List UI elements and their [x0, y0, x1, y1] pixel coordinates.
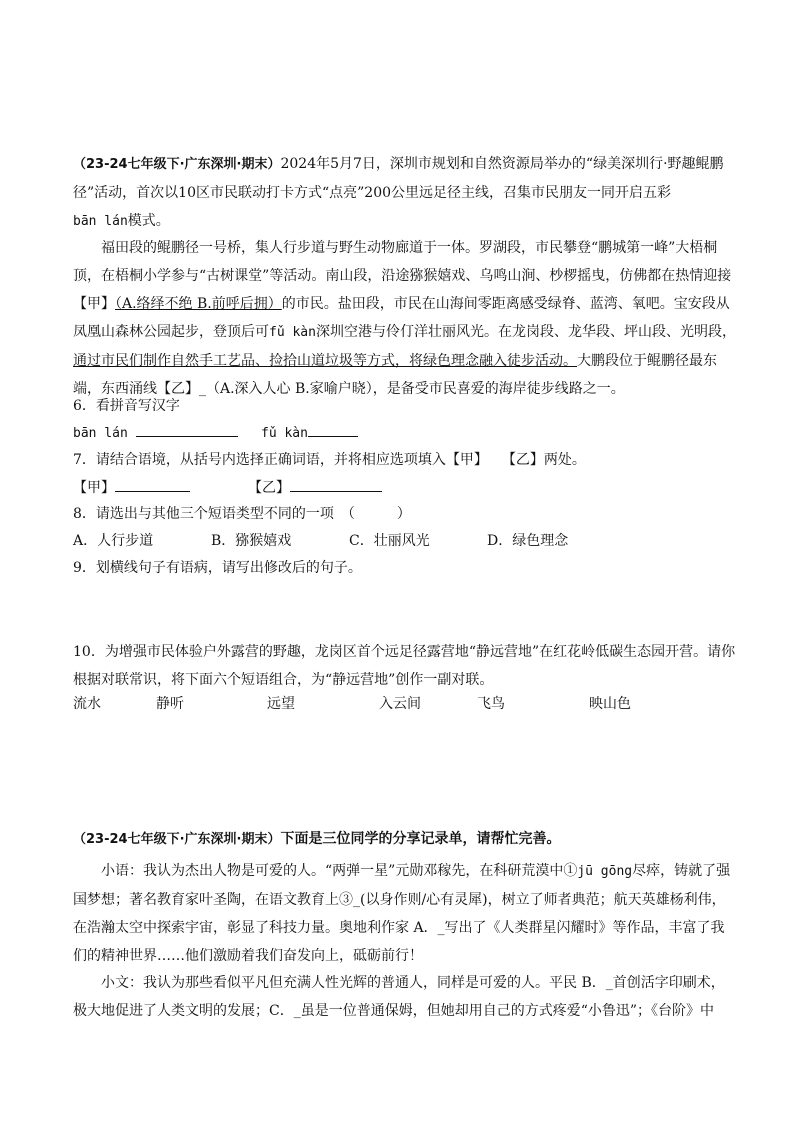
q8-option-d[interactable]: D．绿色理念: [487, 533, 569, 549]
passage1-intro: [73, 150, 738, 236]
pinyin-banlan: bān lán: [73, 214, 128, 229]
q7-jia-label: 【甲】: [73, 480, 115, 496]
q6-blank2[interactable]: [308, 422, 358, 437]
q8-option-b[interactable]: B．猕猴嬉戏: [211, 533, 292, 549]
q7-jia: [73, 476, 190, 500]
intro-text: 2024年5月7日，深圳市规划和自然资源局举办的“绿美深圳行·野趣鲲鹏径”活动，首次以10区市民联动打卡方式“点亮”200公里远足径主线，召集市民朋友一同开启五彩: [73, 156, 724, 201]
passage2-xiaowen: 小文：我认为那些看似平凡但充满人性光辉的普通人，同样是可爱的人。平民 B．_首创活字印刷术，极大地促进了人类文明的发展；C．_虽是一位普通保姆，但她却用自己的方式疼爱“小鲁迅”；《台阶》中: [73, 975, 725, 1019]
body-text-d: 大鹏段位于鲲鹏径最东端，东西涌线【乙】_: [73, 353, 717, 397]
q6-answers: [73, 422, 738, 446]
xiaoyu-text-a: 小语：我认为杰出人物是可爱的人。“两弹一星”元勋邓稼先，在科研荒漠中①: [101, 863, 578, 879]
underlined-sentence: 通过市民们制作自然手工艺品、捡拾山道垃圾等方式，将绿色理念融入徒步活动。: [73, 353, 577, 369]
q7-yi: [248, 476, 382, 500]
passage2-source: （23-24七年级下·广东深圳·期末）: [73, 832, 281, 847]
phrase-yuanwang: 远望: [267, 696, 295, 712]
q6-blank1[interactable]: [136, 422, 238, 437]
q8-option-c[interactable]: C．壮丽风光: [349, 533, 430, 549]
passage1-body: [73, 234, 738, 403]
body-text-e: ，是备受市民喜爱的海岸徒步线路之一。: [372, 381, 625, 397]
phrase-jingting: 静听: [156, 696, 184, 712]
body-text-a: 福田段的鲲鹏径一号桥，集人行步道与野生动物廊道于一体。罗湖段，市民攀登“鹏城第一峰”大梧桐顶，在梧桐小学参与“古树课堂”等活动。南山段，沿途猕猴嬉戏、乌鸣山涧、杪椤摇曳，仿佛都在热情迎接【甲】: [73, 240, 732, 312]
passage2-title: 下面是三位同学的分享记录单，请帮忙完善。: [280, 831, 561, 847]
phrase-liushui: 流水: [73, 696, 101, 712]
intro-text-end: 模式。: [127, 213, 170, 229]
body-text-c: 深圳空港与伶仃洋壮丽风光。在龙岗段、龙华段、坪山段、光明段，: [315, 324, 736, 340]
q9-prompt: 9．划横线句子有语病，请写出修改后的句子。: [73, 560, 362, 576]
q6-prompt: 6．看拼音写汉字: [73, 398, 180, 414]
xiaoyu-text-b: 尽瘁，铸就了强国梦想；著名教育家叶圣陶，在语文教育上③_(以身作则/心有灵犀)，树立了师者典范；航天英雄杨利伟，在浩瀚太空中探索宇宙，彰显了科技力量。奥地利作家 A．_写出了《人类群星闪耀时》等作品，丰富了我们的精神世界……他们激励着我们奋发向上，砥砺前行！: [73, 863, 731, 964]
q10-phrases: [73, 692, 738, 716]
jia-options: （A.络绎不绝 B.前呼后拥）: [115, 296, 282, 312]
phrase-yingshanse: 映山色: [589, 696, 631, 712]
q6-item2: [261, 422, 358, 446]
q7-prompt: 7．请结合语境，从括号内选择正确词语，并将相应选项填入【甲】 【乙】两处。: [73, 452, 586, 468]
passage2-xiaoyu: [73, 857, 738, 970]
phrase-ruyunjian: 入云间: [379, 696, 421, 712]
passage2-header: [73, 828, 560, 851]
q7-answers: [73, 476, 738, 500]
q8-option-a[interactable]: A．人行步道: [73, 533, 154, 549]
q7-blank-jia[interactable]: [115, 477, 190, 492]
pinyin-fukan: fǔ kàn: [269, 325, 316, 340]
q8-options: [73, 529, 738, 553]
q10-prompt: 10．为增强市民体验户外露营的野趣，龙岗区首个远足径露营地“静远营地”在红花岭低碳生态园开营。请你根据对联常识，将下面六个短语组合，为“静远营地”创作一副对联。: [73, 644, 736, 688]
q6-item2-label: fǔ kàn: [261, 426, 308, 441]
phrase-feiniao: 飞鸟: [477, 696, 505, 712]
q8-prompt: 8．请选出与其他三个短语类型不同的一项 （ ）: [73, 506, 411, 522]
q7-blank-yi[interactable]: [290, 477, 382, 492]
q6-item1-label: bān lán: [73, 426, 128, 441]
source-tag: （23-24七年级下·广东深圳·期末）: [73, 157, 281, 172]
body-text-b: 的市民。盐田段，市民在山海间零距离感受绿脊、蓝湾、氧吧。宝安段从凤凰山森林公园起步，登顶后可: [73, 296, 730, 340]
yi-options: （A.深入人心 B.家喻户晓）: [206, 381, 373, 397]
q6-item1: [73, 422, 238, 446]
pinyin-jugong: jū gōng: [577, 864, 633, 879]
q7-yi-label: 【乙】: [248, 480, 290, 496]
